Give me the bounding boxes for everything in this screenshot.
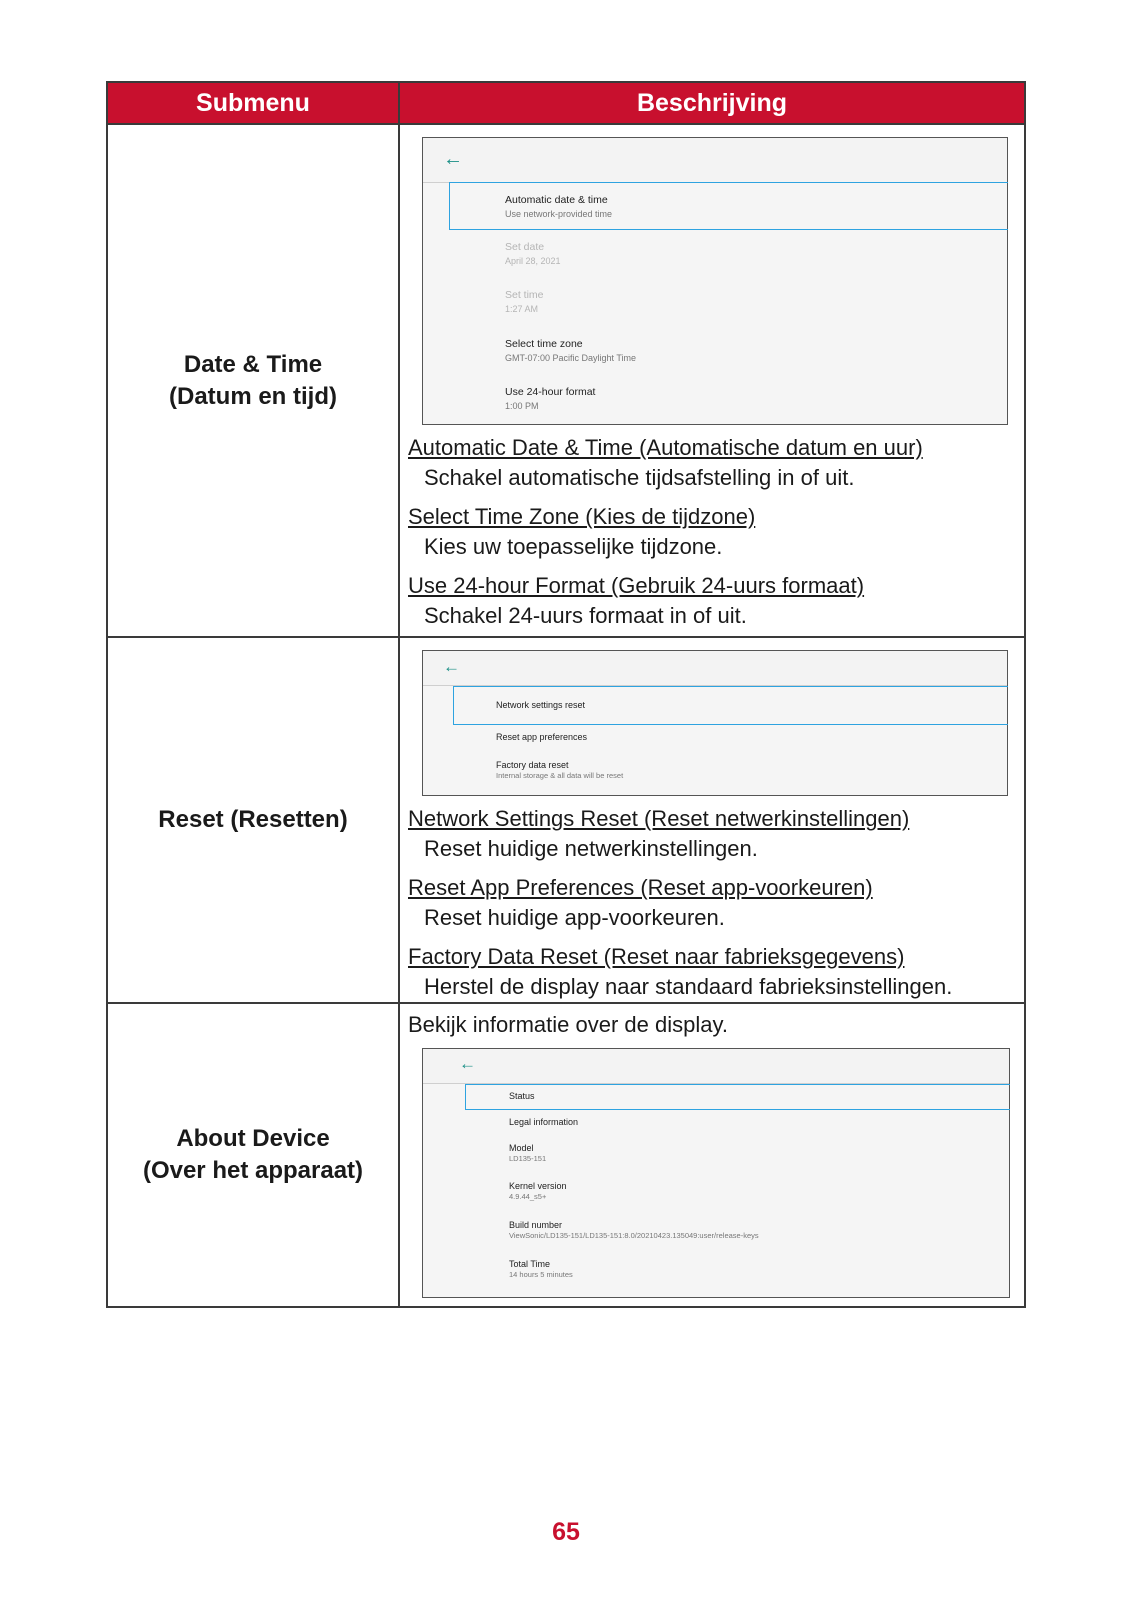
table-row-about-device: [108, 1004, 1024, 1306]
about-intro: Bekijk informatie over de display.: [408, 1012, 728, 1037]
date-time-screenshot: [422, 137, 1008, 425]
table-row-date-time: [108, 125, 1024, 638]
screen-item-total-time: Total Time 14 hours 5 minutes: [509, 1259, 573, 1279]
desc-body: Reset huidige netwerkinstellingen.: [424, 836, 758, 861]
reset-screenshot: [422, 650, 1008, 796]
screen-item-set-date: Set date April 28, 2021: [505, 241, 561, 266]
desc-heading: Factory Data Reset (Reset naar fabrieksgegevens): [408, 944, 905, 969]
submenu-name-reset: [108, 638, 400, 1002]
desc-heading: Automatic Date & Time (Automatische datum en uur): [408, 435, 923, 460]
screen-item-factory-data-reset[interactable]: Factory data reset Internal storage & all data will be reset: [496, 760, 624, 780]
submenu-name-date-time: [108, 125, 400, 636]
screen-item-24-hour-format[interactable]: Use 24-hour format 1:00 PM: [505, 386, 596, 411]
submenu-name-about-device: [108, 1004, 400, 1306]
desc-item: [408, 502, 1024, 562]
desc-item: [408, 804, 1024, 864]
table-row-reset: [108, 638, 1024, 1004]
desc-heading: Network Settings Reset (Reset netwerkinstellingen): [408, 806, 910, 831]
header-description: Beschrijving: [636, 88, 788, 117]
date-time-descriptions: [408, 433, 1024, 631]
arrow-left-icon[interactable]: ←: [459, 1054, 476, 1073]
screen-topbar: [423, 651, 1007, 686]
submenu-name: Reset (Resetten): [158, 806, 348, 833]
desc-item: [408, 433, 1024, 493]
selection-highlight: [465, 1084, 1010, 1110]
submenu-name-line1: Date & Time: [183, 350, 323, 378]
desc-item: [408, 571, 1024, 631]
screen-item-build-number: Build number ViewSonic/LD135-151/LD135-151:8.0/20210423.135049:user/release-keys: [509, 1220, 759, 1240]
submenu-name-line1: About Device: [176, 1125, 330, 1152]
submenu-table: [106, 81, 1026, 1308]
screen-item-set-time: Set time 1:27 AM: [505, 289, 544, 314]
screen-topbar: [423, 1049, 1009, 1084]
description-date-time: [400, 125, 1024, 636]
submenu-name-line2: (Over het apparaat): [142, 1157, 364, 1184]
desc-heading: Use 24-hour Format (Gebruik 24-uurs formaat): [408, 573, 865, 598]
screen-item-legal-information[interactable]: Legal information: [509, 1117, 579, 1127]
description-reset: [400, 638, 1024, 1002]
screen-item-reset-app-preferences[interactable]: Reset app preferences: [496, 732, 588, 742]
desc-item: [408, 942, 1024, 1002]
screen-item-automatic-date-time[interactable]: Automatic date & time Use network-provided time: [505, 194, 613, 219]
reset-descriptions: [408, 804, 1024, 1002]
arrow-left-icon[interactable]: ←: [443, 148, 463, 170]
arrow-left-icon[interactable]: ←: [443, 657, 460, 676]
submenu-name-line2: (Datum en tijd): [169, 382, 337, 410]
desc-heading: Select Time Zone (Kies de tijdzone): [408, 504, 756, 529]
screen-item-status[interactable]: Status: [509, 1091, 535, 1101]
table-header: [108, 83, 1024, 125]
desc-body: Schakel automatische tijdsafstelling in of uit.: [424, 465, 855, 490]
header-submenu: Submenu: [108, 83, 400, 123]
desc-body: Reset huidige app-voorkeuren.: [424, 905, 725, 930]
screen-item-select-time-zone[interactable]: Select time zone GMT-07:00 Pacific Daylight Time: [505, 338, 637, 363]
about-screenshot: [422, 1048, 1010, 1298]
screen-item-model: Model LD135-151: [509, 1143, 547, 1163]
screen-topbar: [423, 138, 1007, 183]
description-about-device: [400, 1004, 1024, 1306]
desc-heading: Reset App Preferences (Reset app-voorkeuren): [408, 875, 873, 900]
desc-item: [408, 873, 1024, 933]
desc-body: Schakel 24-uurs formaat in of uit.: [424, 603, 747, 628]
screen-item-kernel-version: Kernel version 4.9.44_s5+: [509, 1181, 567, 1201]
screen-item-network-settings-reset[interactable]: Network settings reset: [496, 700, 586, 710]
page-number: 65: [552, 1518, 580, 1546]
desc-body: Kies uw toepasselijke tijdzone.: [424, 534, 723, 559]
desc-body: Herstel de display naar standaard fabrieksinstellingen.: [424, 974, 953, 999]
